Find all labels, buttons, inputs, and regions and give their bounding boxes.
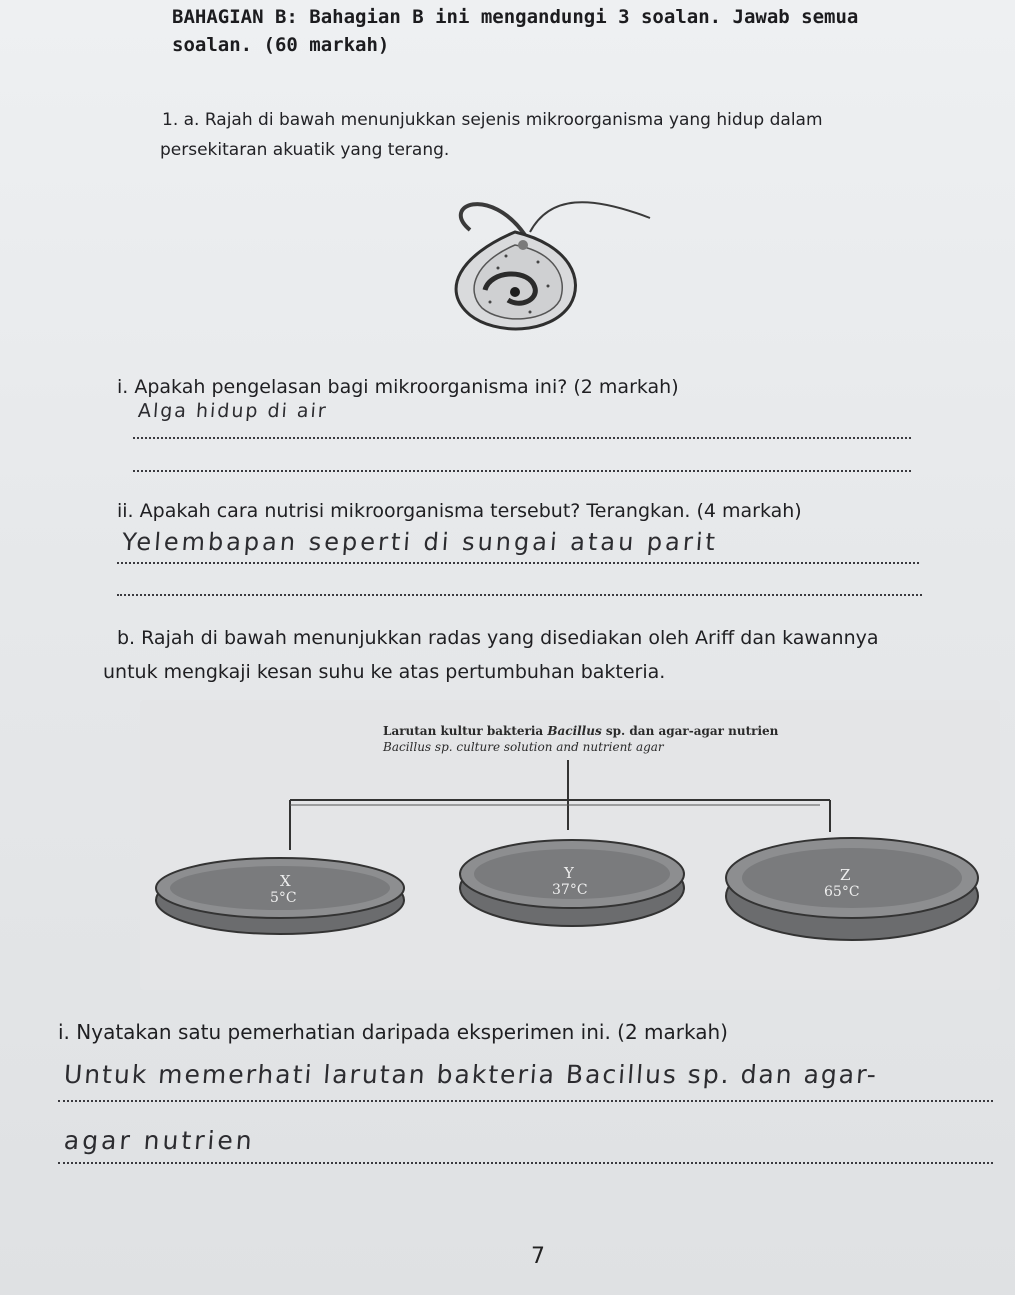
q1a-ii-answer-line1[interactable] (117, 562, 919, 564)
q1a-intro-line2: persekitaran akuatik yang terang. (160, 140, 450, 160)
section-header-line2: soalan. (60 markah) (172, 34, 390, 56)
q1a-intro-line1: 1. a. Rajah di bawah menunjukkan sejenis mikroorganisma yang hidup dalam (162, 110, 823, 130)
caption-malay: Larutan kultur bakteria Bacillus sp. dan agar-agar nutrien (383, 724, 779, 738)
dish-y-label: Y (564, 864, 574, 882)
dish-x-label: X (280, 872, 291, 890)
caption-english: Bacillus sp. culture solution and nutrient agar (383, 740, 664, 754)
dish-z-label: Z (840, 866, 851, 884)
q1a-ii-question: ii. Apakah cara nutrisi mikroorganisma tersebut? Terangkan. (4 markah) (117, 500, 802, 522)
q1b-i-answer-text1: Untuk memerhati larutan bakteria Bacillus sp. dan agar- (62, 1060, 879, 1089)
experiment-diagram (140, 700, 1000, 990)
euglena-figure (420, 190, 670, 340)
q1a-i-answer-text1: Alga hidup di air (137, 400, 329, 422)
page-number: 7 (531, 1244, 545, 1269)
dish-y-temp: 37°C (552, 882, 588, 898)
q1b-i-answer-text2: agar nutrien (62, 1126, 256, 1155)
q1b-intro-line2: untuk mengkaji kesan suhu ke atas pertumbuhan bakteria. (103, 661, 666, 683)
q1a-i-question: i. Apakah pengelasan bagi mikroorganisma ini? (2 markah) (117, 376, 679, 398)
dish-x-temp: 5°C (270, 890, 297, 906)
q1a-i-answer-line2[interactable] (133, 470, 911, 472)
dish-z-temp: 65°C (824, 884, 860, 900)
q1b-i-answer-line1[interactable] (58, 1100, 993, 1102)
q1a-i-answer-line1[interactable] (133, 437, 911, 439)
q1a-ii-answer-line2[interactable] (117, 594, 922, 596)
q1b-i-answer-line2[interactable] (58, 1162, 993, 1164)
q1b-i-question: i. Nyatakan satu pemerhatian daripada eksperimen ini. (2 markah) (58, 1020, 728, 1044)
section-header-line1: BAHAGIAN B: Bahagian B ini mengandungi 3 soalan. Jawab semua (172, 6, 859, 28)
q1a-ii-answer-text1: Yelembapan seperti di sungai atau parit (121, 528, 719, 556)
q1b-intro-line1: b. Rajah di bawah menunjukkan radas yang disediakan oleh Ariff dan kawannya (117, 627, 879, 649)
